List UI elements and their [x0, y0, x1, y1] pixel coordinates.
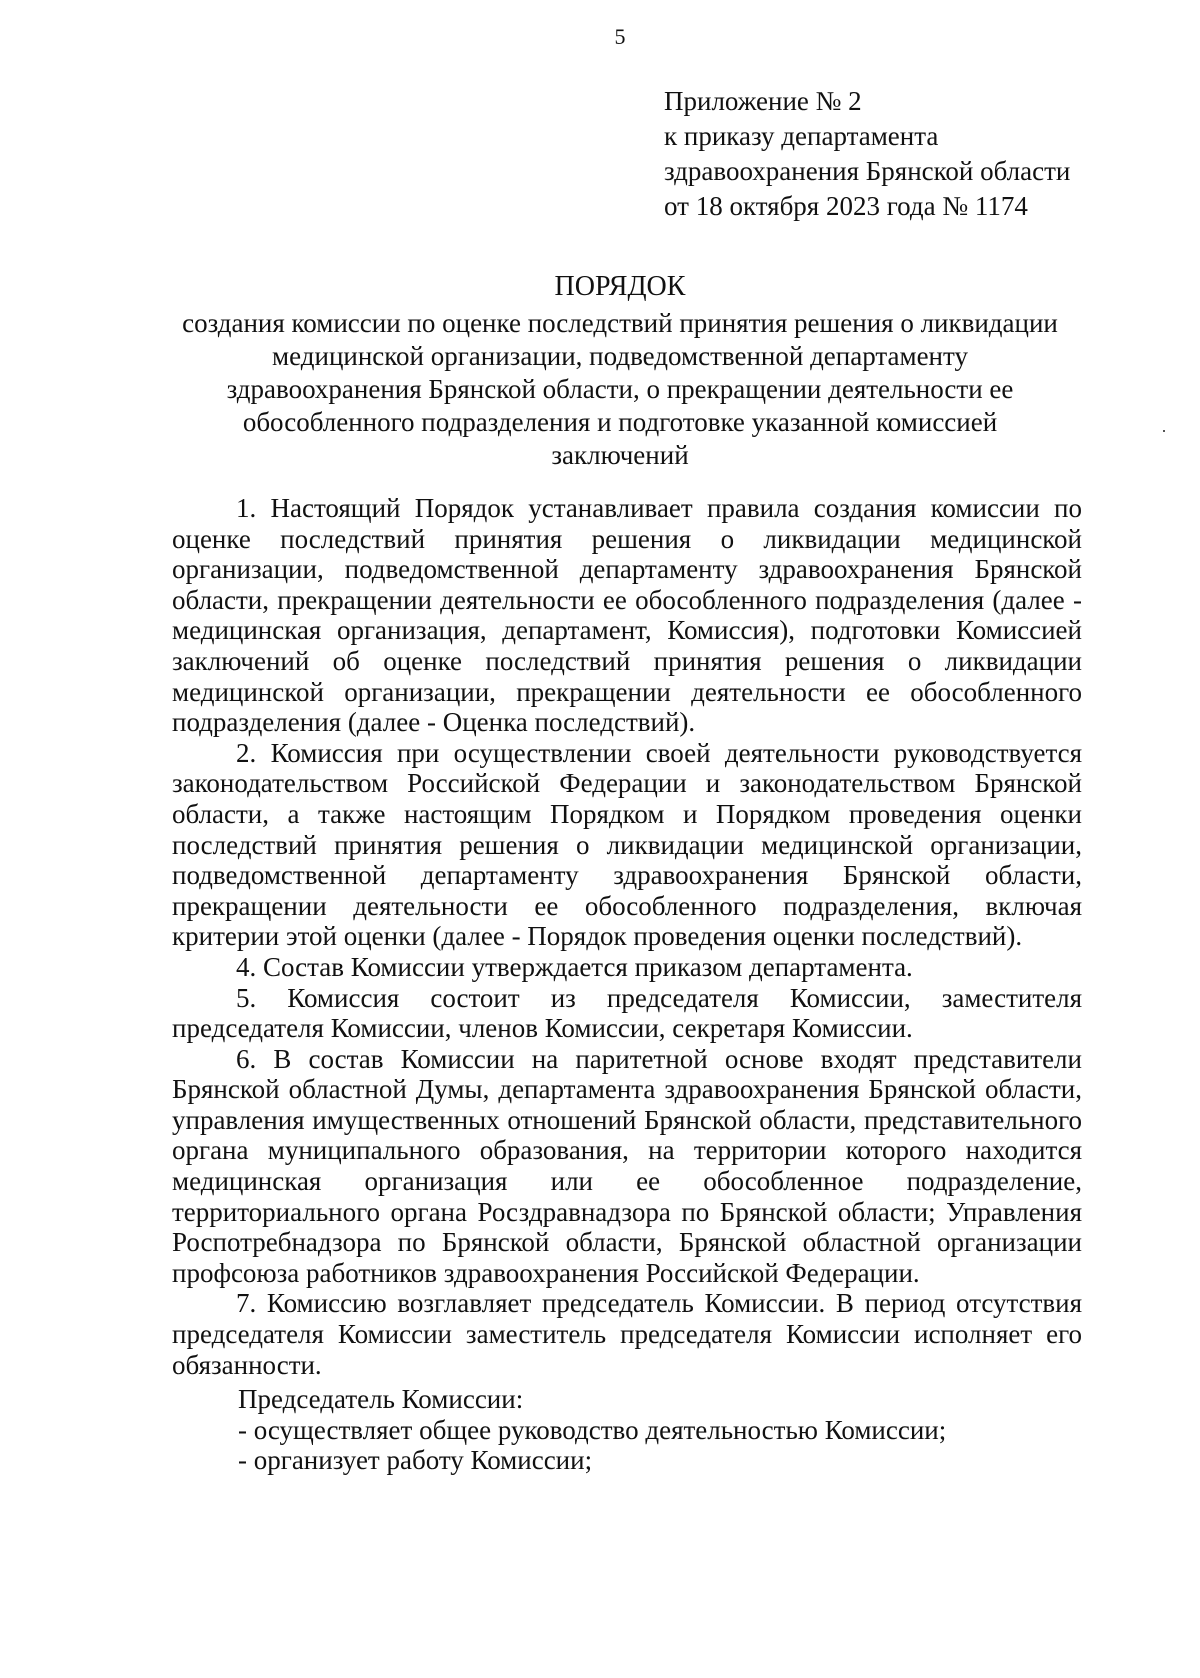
document-body — [172, 493, 1082, 1476]
document-subtitle-line: здравоохранения Брянской области, о прекращении деятельности ее — [226, 374, 1014, 404]
appendix-order-ref: к приказу департамента — [664, 121, 939, 151]
document-subtitle-line: медицинской организации, подведомственной департаменту — [272, 341, 968, 371]
chair-duty-item: - организует работу Комиссии; — [238, 1445, 593, 1476]
chair-heading: Председатель Комиссии: — [238, 1384, 524, 1415]
appendix-header — [664, 84, 1070, 224]
appendix-number: Приложение № 2 — [664, 86, 862, 116]
chair-duty-item: - осуществляет общее руководство деятельностью Комиссии; — [238, 1414, 947, 1445]
paragraph-1: 1. Настоящий Порядок устанавливает правила создания комиссии по оценке последствий принятия решения о ликвидации медицинской организации, подведомственной департаменту здравоохранения Брянской области, прекращении деятельности ее обособленного подразделения (далее - медицинская организация, департамент, Комиссия), подготовки Комиссией заключений об оценке последствий принятия решения о ликвидации медицинской организации, прекращении деятельности ее обособленного подразделения (далее - Оценка последствий). — [172, 493, 1082, 738]
paragraph-4: 4. Состав Комиссии утверждается приказом департамента. — [236, 951, 913, 982]
paragraph-2: 2. Комиссия при осуществлении своей деятельности руководствуется законодательством Российской Федерации и законодательством Брянской области, а также настоящим Порядком и Порядком проведения оценки последствий принятия решения о ликвидации медицинской организации, подведомственной департаменту здравоохранения Брянской области, прекращении деятельности ее обособленного подразделения, включая критерии этой оценки (далее - Порядок проведения оценки последствий). — [172, 737, 1082, 952]
paragraph-5: 5. Комиссия состоит из председателя Комиссии, заместителя председателя Комиссии, членов Комиссии, секретаря Комиссии. — [172, 982, 1082, 1044]
paragraph-6: 6. В состав Комиссии на паритетной основе входят представители Брянской областной Думы, департамента здравоохранения Брянской области, управления имущественных отношений Брянской области, представительного органа муниципального образования, на территории которого находится медицинская организация или ее обособленное подразделение, территориального органа Росздравнадзора по Брянской области; Управления Роспотребнадзора по Брянской области, Брянской областной организации профсоюза работников здравоохранения Российской Федерации. — [172, 1043, 1082, 1288]
document-title-block — [150, 270, 1090, 472]
document-title: ПОРЯДОК — [554, 271, 686, 302]
document-subtitle-line: обособленного подразделения и подготовке указанной комиссией — [242, 407, 998, 437]
document-subtitle-line: создания комиссии по оценке последствий принятия решения о ликвидации — [182, 308, 1058, 338]
paragraph-7: 7. Комиссию возглавляет председатель Комиссии. В период отсутствия председателя Комиссии заместитель председателя Комиссии исполняет его обязанности. — [172, 1288, 1082, 1380]
scan-artifact — [1163, 430, 1165, 432]
document-subtitle-line: заключений — [551, 440, 689, 470]
appendix-department: здравоохранения Брянской области — [664, 156, 1071, 186]
page-number: 5 — [614, 24, 626, 49]
appendix-order-date: от 18 октября 2023 года № 1174 — [664, 191, 1028, 221]
